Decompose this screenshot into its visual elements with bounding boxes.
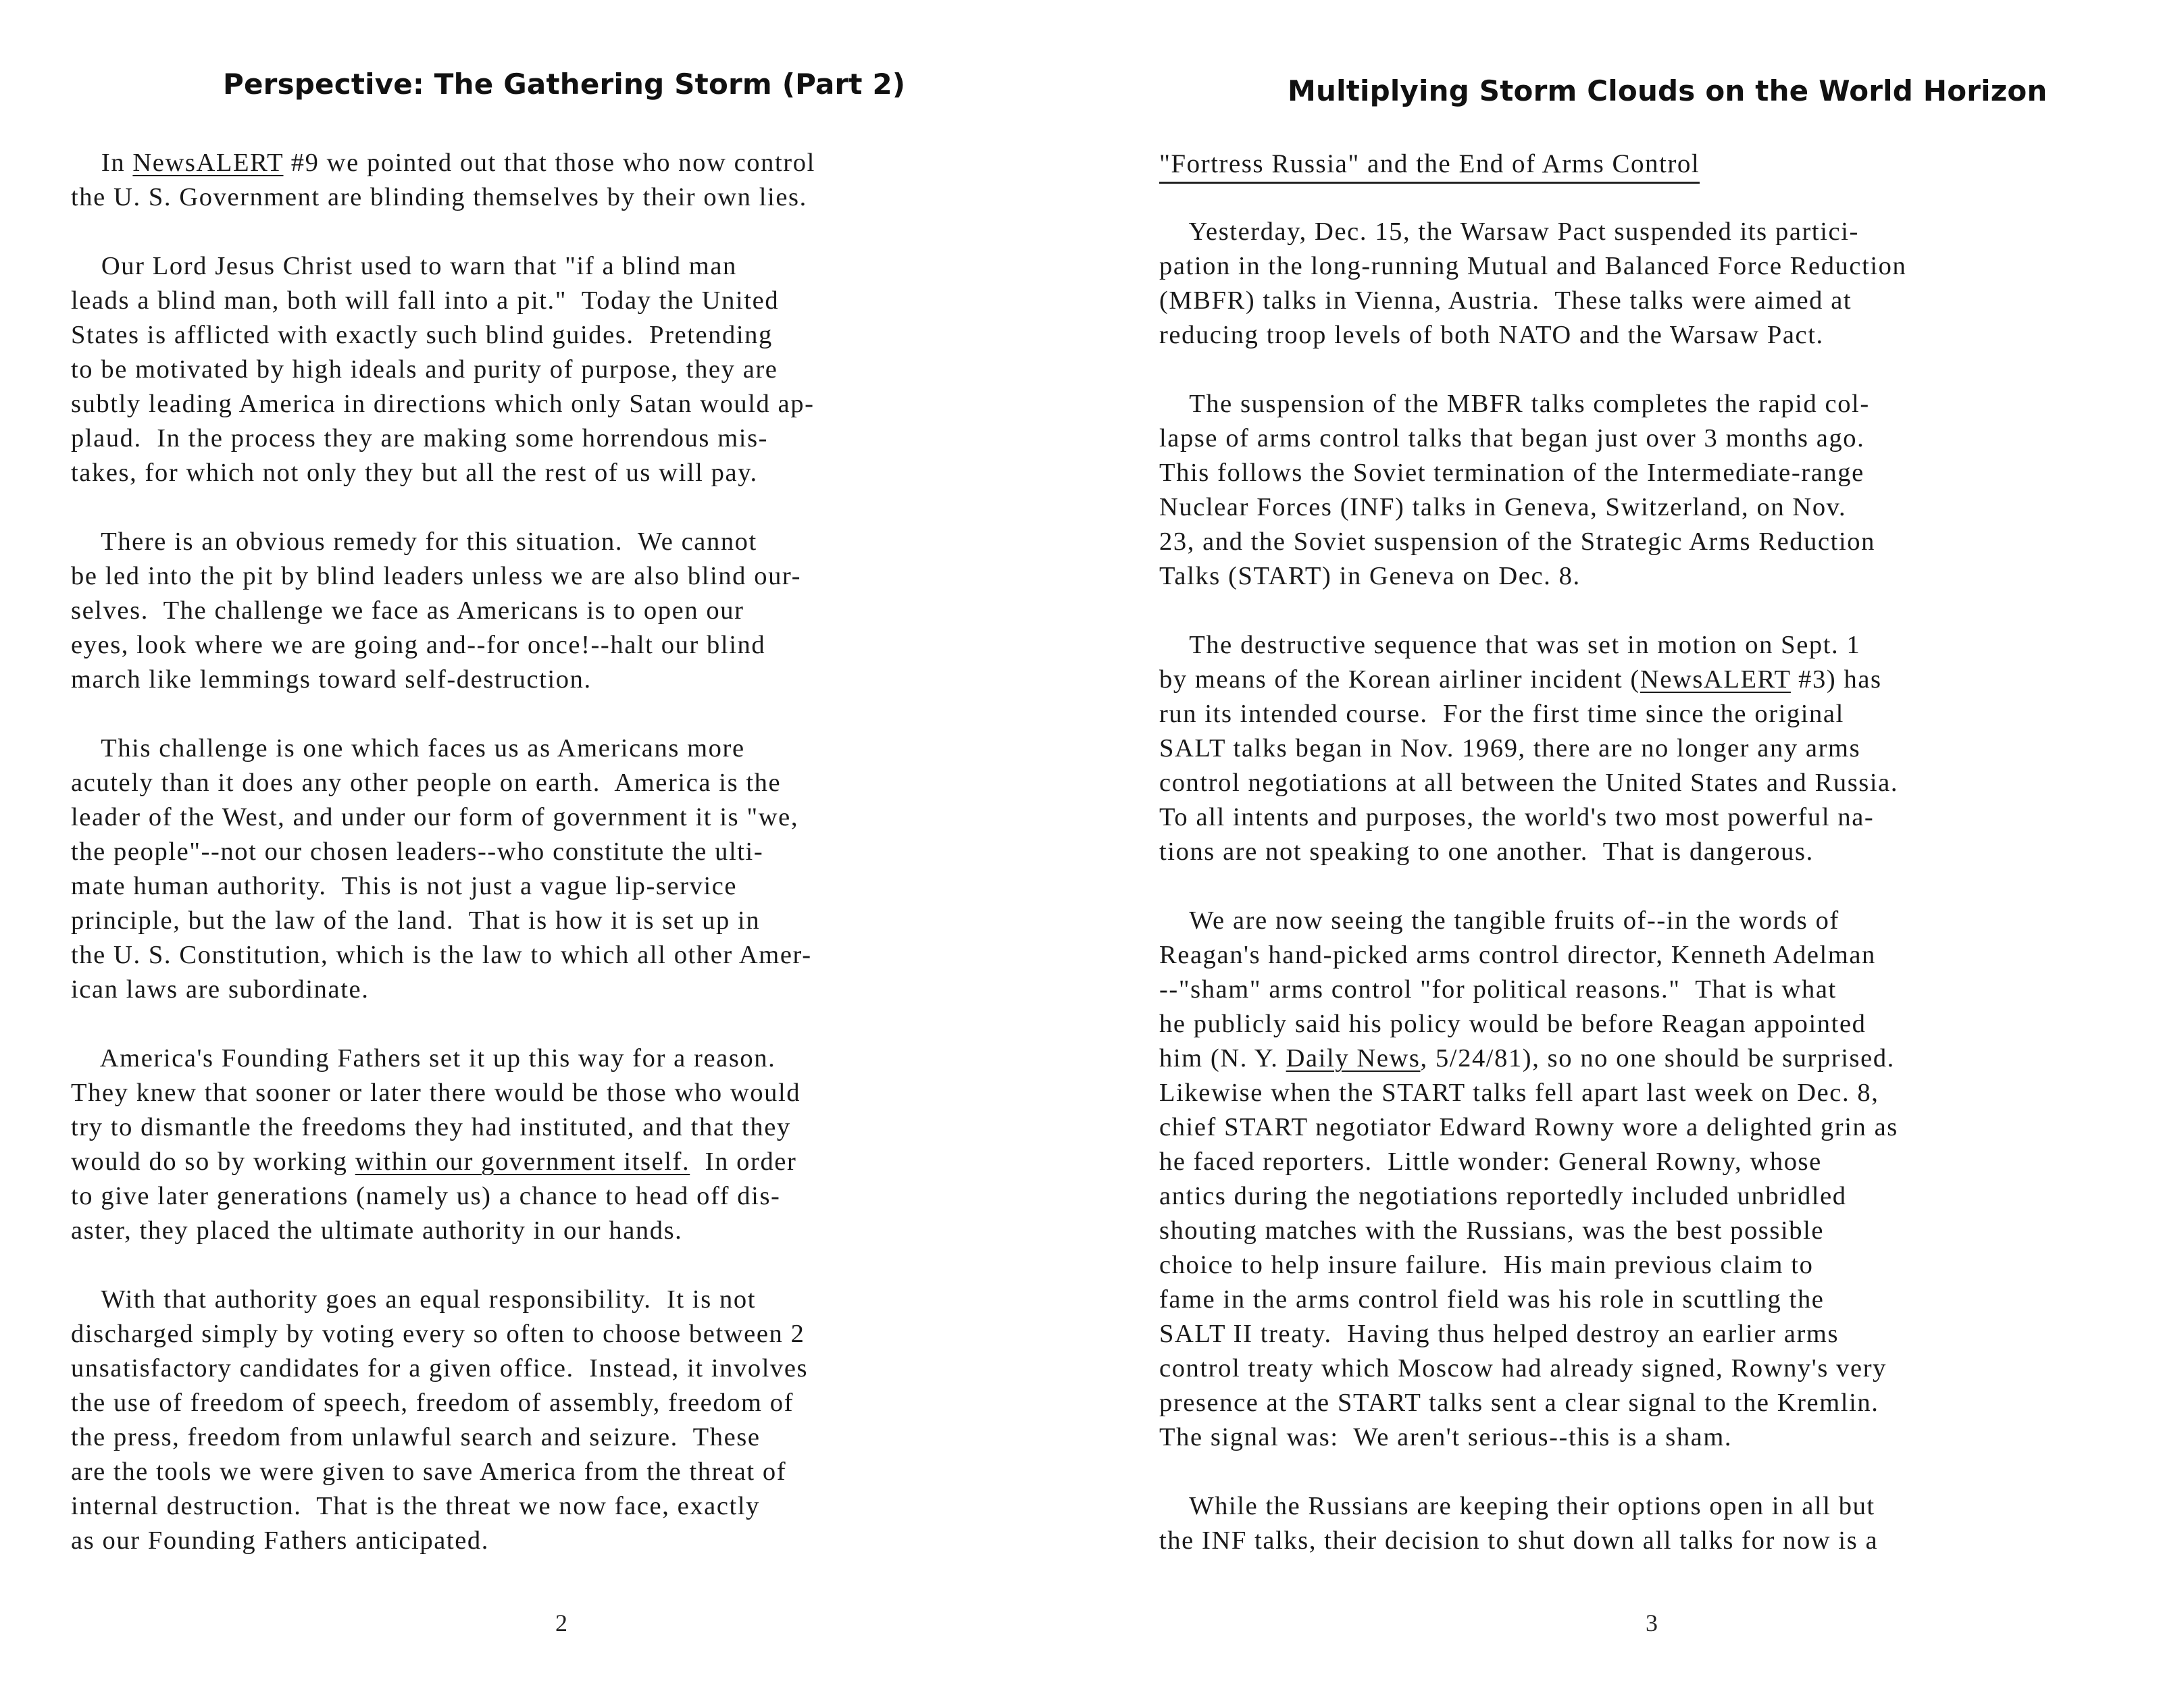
text-line: With that authority goes an equal responsibility. It is not	[71, 1285, 757, 1314]
page-heading: Multiplying Storm Clouds on the World Horizon	[1288, 74, 2048, 107]
text-line: 23, and the Soviet suspension of the Strategic Arms Reduction	[1159, 527, 1875, 556]
text-line: SALT II treaty. Having thus helped destroy an earlier arms	[1159, 1320, 1839, 1348]
text-line: Talks (START) in Geneva on Dec. 8.	[1159, 562, 1581, 590]
text-line: mate human authority. This is not just a vague lip-service	[71, 872, 738, 900]
text-line: the INF talks, their decision to shut down all talks for now is a	[1159, 1526, 1879, 1555]
section-subheading: "Fortress Russia" and the End of Arms Control	[1159, 149, 1700, 184]
paragraph	[1159, 387, 2159, 594]
text-line: reducing troop levels of both NATO and the Warsaw Pact.	[1159, 321, 1824, 349]
paragraph	[71, 249, 1071, 490]
text-line: shouting matches with the Russians, was the best possible	[1159, 1216, 1825, 1245]
text-line: leader of the West, and under our form of government it is "we,	[71, 803, 799, 831]
text-line: (MBFR) talks in Vienna, Austria. These talks were aimed at	[1159, 286, 1852, 315]
paragraph	[71, 146, 1071, 215]
text-run: #3) has	[1790, 665, 1882, 694]
article-body	[71, 146, 1071, 1593]
text-line: plaud. In the process they are making some horrendous mis-	[71, 424, 769, 453]
paragraph	[1159, 628, 2159, 869]
underlined-phrase: within our government itself.	[355, 1147, 690, 1176]
text-line: We are now seeing the tangible fruits of--in the words of	[1159, 906, 1839, 935]
text-line: subtly leading America in directions which only Satan would ap-	[71, 390, 815, 418]
text-line: Likewise when the START talks fell apart last week on Dec. 8,	[1159, 1079, 1879, 1107]
text-line: They knew that sooner or later there would be those who would	[71, 1079, 801, 1107]
text-line: run its intended course. For the first time since the original	[1159, 700, 1844, 728]
text-line: as our Founding Fathers anticipated.	[71, 1526, 489, 1555]
text-line: be led into the pit by blind leaders unless we are also blind our-	[71, 562, 801, 590]
page-number: 2	[555, 1609, 567, 1636]
text-line: SALT talks began in Nov. 1969, there are no longer any arms	[1159, 734, 1861, 763]
text-line: leads a blind man, both will fall into a pit." Today the United	[71, 286, 780, 315]
text-line: America's Founding Fathers set it up this way for a reason.	[71, 1044, 776, 1073]
text-line: the use of freedom of speech, freedom of assembly, freedom of	[71, 1389, 794, 1417]
text-line: march like lemmings toward self-destruction.	[71, 665, 592, 694]
text-run: would do so by working	[71, 1147, 355, 1176]
text-line: Nuclear Forces (INF) talks in Geneva, Switzerland, on Nov.	[1159, 493, 1847, 521]
text-run: him (N. Y.	[1159, 1044, 1286, 1073]
text-line: eyes, look where we are going and--for once!--halt our blind	[71, 631, 766, 659]
text-line: aster, they placed the ultimate authority in our hands.	[71, 1216, 683, 1245]
page-number: 3	[1646, 1609, 1658, 1636]
paragraph	[71, 525, 1071, 697]
text-line: To all intents and purposes, the world's two most powerful na-	[1159, 803, 1875, 831]
paragraph	[71, 1283, 1071, 1558]
text-line: try to dismantle the freedoms they had instituted, and that they	[71, 1113, 791, 1141]
text-line: The signal was: We aren't serious--this is a sham.	[1159, 1423, 1733, 1451]
text-line: unsatisfactory candidates for a given office. Instead, it involves	[71, 1354, 809, 1383]
text-line: ican laws are subordinate.	[71, 975, 370, 1004]
text-line: The destructive sequence that was set in motion on Sept. 1	[1159, 631, 1861, 659]
text-line: principle, but the law of the land. That is how it is set up in	[71, 906, 761, 935]
text-line: selves. The challenge we face as Americans is to open our	[71, 596, 744, 625]
text-line: the people"--not our chosen leaders--who constitute the ulti-	[71, 837, 764, 866]
text-line: the U. S. Government are blinding themselves by their own lies.	[71, 183, 807, 211]
text-line: tions are not speaking to one another. That is dangerous.	[1159, 837, 1814, 866]
text-run: #9 we pointed out that those who now control	[283, 149, 815, 177]
text-run: In	[71, 149, 133, 177]
paragraph	[1159, 1489, 2159, 1558]
text-run: by means of the Korean airliner incident (	[1159, 665, 1640, 694]
text-line: The suspension of the MBFR talks completes the rapid col-	[1159, 390, 1870, 418]
text-line: fame in the arms control field was his role in scuttling the	[1159, 1285, 1825, 1314]
text-line: are the tools we were given to save America from the threat of	[71, 1458, 787, 1486]
text-line: Our Lord Jesus Christ used to warn that "if a blind man	[71, 252, 737, 280]
text-line: Reagan's hand-picked arms control director, Kenneth Adelman	[1159, 941, 1876, 969]
text-line: chief START negotiator Edward Rowny wore a delighted grin as	[1159, 1113, 1898, 1141]
text-line: he publicly said his policy would be before Reagan appointed	[1159, 1010, 1866, 1038]
text-line: Yesterday, Dec. 15, the Warsaw Pact suspended its partici-	[1159, 217, 1859, 246]
text-line: This challenge is one which faces us as Americans more	[71, 734, 745, 763]
paragraph	[71, 731, 1071, 1007]
paragraph	[1159, 904, 2159, 1455]
newsalert-reference: NewsALERT	[132, 149, 284, 177]
page-heading: Perspective: The Gathering Storm (Part 2)	[223, 68, 906, 101]
text-line: antics during the negotiations reportedly included unbridled	[1159, 1182, 1847, 1210]
text-line: While the Russians are keeping their options open in all but	[1159, 1492, 1875, 1520]
paragraph	[1159, 215, 2159, 353]
text-line: control treaty which Moscow had already signed, Rowny's very	[1159, 1354, 1887, 1383]
text-line: There is an obvious remedy for this situation. We cannot	[71, 527, 757, 556]
text-line: to be motivated by high ideals and purity of purpose, they are	[71, 355, 778, 384]
text-line: acutely than it does any other people on earth. America is the	[71, 769, 782, 797]
text-line: choice to help insure failure. His main previous claim to	[1159, 1251, 1814, 1279]
text-line: discharged simply by voting every so often to choose between 2	[71, 1320, 805, 1348]
text-line: presence at the START talks sent a clear signal to the Kremlin.	[1159, 1389, 1879, 1417]
text-run: , 5/24/81), so no one should be surprised.	[1420, 1044, 1895, 1073]
article-body	[1159, 215, 2159, 1593]
text-line: takes, for which not only they but all the rest of us will pay.	[71, 459, 758, 487]
text-line: internal destruction. That is the threat we now face, exactly	[71, 1492, 761, 1520]
newspaper-reference: Daily News	[1286, 1044, 1421, 1073]
right-page	[1092, 0, 2184, 1702]
text-line: pation in the long-running Mutual and Balanced Force Reduction	[1159, 252, 1907, 280]
paragraph	[71, 1041, 1071, 1248]
text-line: States is afflicted with exactly such blind guides. Pretending	[71, 321, 773, 349]
text-line: he faced reporters. Little wonder: General Rowny, whose	[1159, 1147, 1822, 1176]
text-line: the press, freedom from unlawful search and seizure. These	[71, 1423, 761, 1451]
text-line: control negotiations at all between the United States and Russia.	[1159, 769, 1899, 797]
text-line: This follows the Soviet termination of the Intermediate-range	[1159, 459, 1864, 487]
text-line: lapse of arms control talks that began just over 3 months ago.	[1159, 424, 1865, 453]
text-line: to give later generations (namely us) a chance to head off dis-	[71, 1182, 781, 1210]
text-line: the U. S. Constitution, which is the law to which all other Amer-	[71, 941, 812, 969]
text-line: --"sham" arms control "for political reasons." That is what	[1159, 975, 1837, 1004]
text-run: In order	[690, 1147, 797, 1176]
newsalert-reference: NewsALERT	[1640, 665, 1791, 694]
